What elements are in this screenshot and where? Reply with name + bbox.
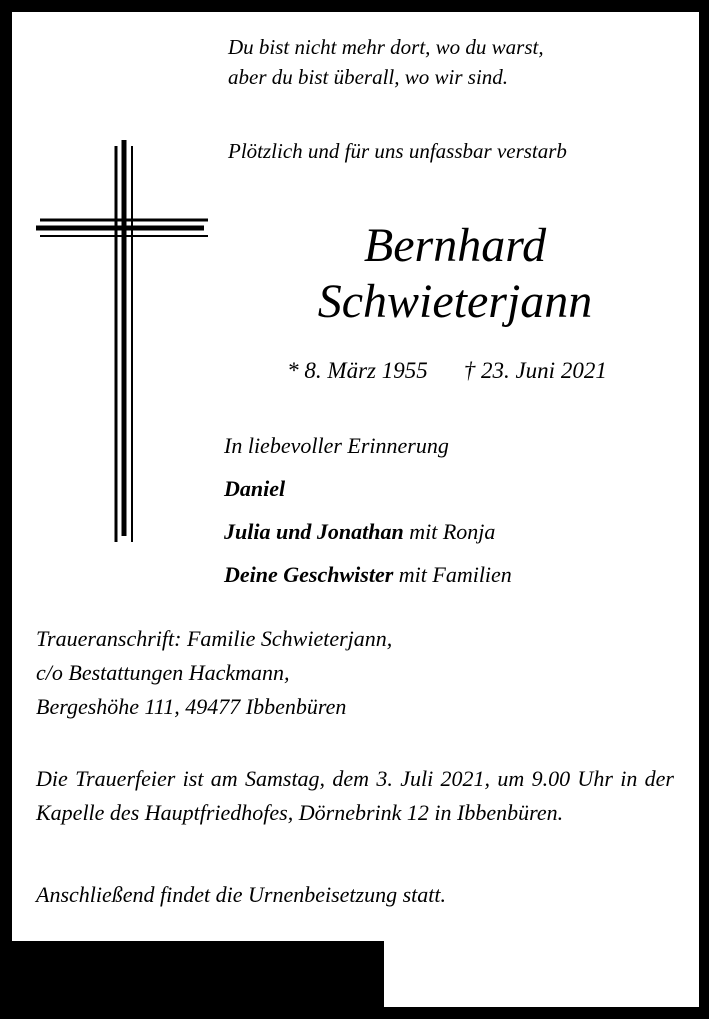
mourner-julia-jonathan: Julia und Jonathan: [224, 519, 404, 544]
deceased-last-name: Schwieterjann: [317, 275, 593, 328]
closing-note: Anschließend findet die Urnenbeisetzung statt.: [36, 882, 446, 907]
birth-date: * 8. März 1955: [287, 358, 428, 383]
deceased-name: [212, 218, 698, 330]
border-right: [699, 0, 709, 1019]
border-top: [0, 0, 709, 12]
funeral-service-info: Die Trauerfeier ist am Samstag, dem 3. Juli 2021, um 9.00 Uhr in der Kapelle des Hauptfriedhofes, Dörnebrink 12 in Ibbenbüren.: [36, 766, 674, 825]
address-line-2: c/o Bestattungen Hackmann,: [36, 660, 290, 685]
mourner-geschwister-suffix: mit Familien: [393, 562, 512, 587]
border-left: [0, 0, 12, 1019]
memory-heading: In liebevoller Erinnerung: [224, 433, 449, 458]
border-bottom: [0, 1007, 709, 1019]
mourners-block: [224, 424, 694, 596]
death-date: † 23. Juni 2021: [463, 358, 607, 383]
address-line-3: Bergeshöhe 111, 49477 Ibbenbüren: [36, 694, 347, 719]
quote-line-2: aber du bist überall, wo wir sind.: [228, 65, 509, 89]
deceased-first-name: Bernhard: [363, 219, 547, 272]
mourner-julia-jonathan-suffix: mit Ronja: [403, 519, 496, 544]
life-dates: [212, 358, 682, 384]
condolence-address: [36, 622, 676, 724]
quote-line-1: Du bist nicht mehr dort, wo du warst,: [228, 35, 544, 59]
cross-icon: [36, 140, 212, 550]
address-line-1: Traueranschrift: Familie Schwieterjann,: [36, 626, 393, 651]
memorial-quote: [228, 32, 698, 92]
mourner-daniel: Daniel: [224, 476, 286, 501]
mourner-geschwister: Deine Geschwister: [224, 562, 394, 587]
intro-text: Plötzlich und für uns unfassbar verstarb: [228, 139, 567, 163]
